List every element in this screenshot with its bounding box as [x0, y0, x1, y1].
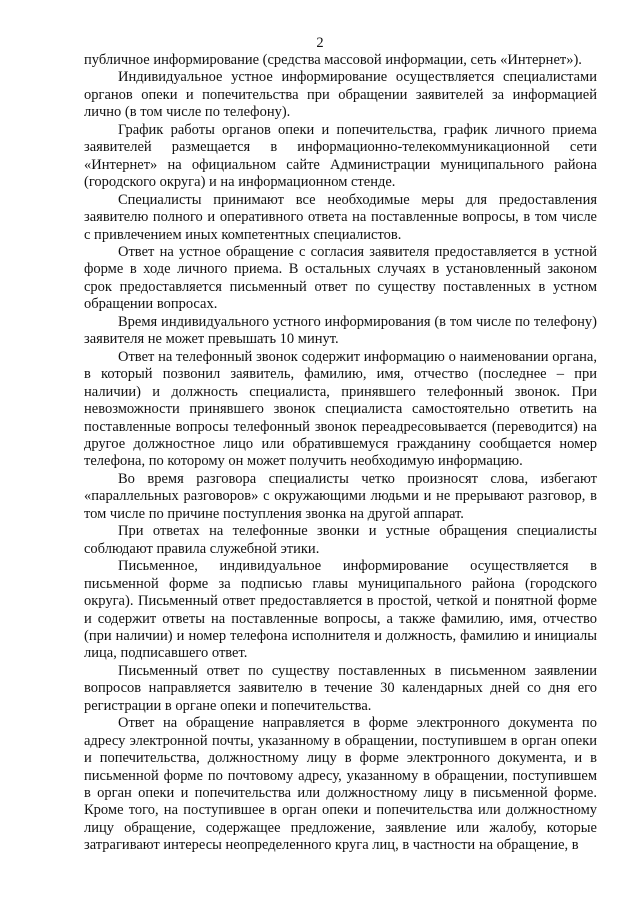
paragraph-oral-request-answer: Ответ на устное обращение с согласия заявителя предоставляется в устной форме в ходе личного приема. В остальных случаях в установленный законом срок предоставляется письменный ответ по существу поставленных в устном обращении вопросах.	[84, 243, 597, 313]
paragraph-service-ethics: При ответах на телефонные звонки и устные обращения специалисты соблюдают правила служебной этики.	[84, 523, 597, 557]
paragraph-conversation-rules: Во время разговора специалисты четко произносят слова, избегают «параллельных разговоров» с окружающими людьми и не прерывают разговор, в том числе по причине поступления звонка на другой аппарат.	[84, 470, 597, 522]
paragraph-written-answer-deadline: Письменный ответ по существу поставленных в письменном заявлении вопросов направляется заявителю в течение 30 календарных дней со дня его регистрации в органе опеки и попечительства.	[84, 662, 597, 714]
paragraph-public-informing-continuation: публичное информирование (средства массовой информации, сеть «Интернет»).	[84, 52, 582, 68]
paragraph-individual-oral-informing: Индивидуальное устное информирование осуществляется специалистами органов опеки и попечительства при обращении заявителей за информацией лично (в том числе по телефону).	[84, 69, 597, 121]
paragraph-specialists-measures: Специалисты принимают все необходимые меры для предоставления заявителю полного и оперативного ответа на поставленные вопросы, в том числе с привлечением иных компетентных специалистов.	[84, 191, 597, 243]
paragraph-work-schedule: График работы органов опеки и попечительства, график личного приема заявителей размещается в информационно-телекоммуникационной сети «Интернет» на официальном сайте Администрации муниципального района (городского округа) и на информационном стенде.	[84, 121, 597, 191]
paragraph-phone-call-answer: Ответ на телефонный звонок содержит информацию о наименовании органа, в который позвонил заявитель, фамилию, имя, отчество (последнее – при наличии) и должность специалиста, принявшего телефонный звонок. При невозможности принявшего звонок специалиста самостоятельно ответить на поставленные вопросы телефонный звонок переадресовывается (переводится) на другое должностное лицо или обратившемуся гражданину сообщается номер телефона, по которому он может получить необходимую информацию.	[84, 348, 597, 470]
paragraph-informing-time-limit: Время индивидуального устного информирования (в том числе по телефону) заявителя не может превышать 10 минут.	[84, 313, 597, 348]
paragraph-electronic-answer: Ответ на обращение направляется в форме электронного документа по адресу электронной почты, указанному в обращении, поступившем в орган опеки и попечительства, должностному лицу в форме электронного документа, и в письменной форме по почтовому адресу, указанному в обращении, поступившем в орган опеки и попечительства или должностному лицу в письменной форме. Кроме того, на поступившее в орган опеки и попечительства или должностному лицу обращение, содержащее предложение, заявление или жалобу, которые затрагивают интересы неопределенного круга лиц, в частности на обращение, в	[84, 715, 597, 854]
paragraph-written-informing: Письменное, индивидуальное информирование осуществляется в письменной форме за подписью главы муниципального района (городского округа). Письменный ответ предоставляется в простой, четкой и понятной форме и содержит ответы на поставленные вопросы, а также фамилию, имя, отчество (при наличии) и номер телефона исполнителя и должность, фамилию и инициалы лица, подписавшего ответ.	[84, 558, 597, 662]
page-number: 2	[316, 35, 324, 51]
document-body	[84, 52, 597, 855]
